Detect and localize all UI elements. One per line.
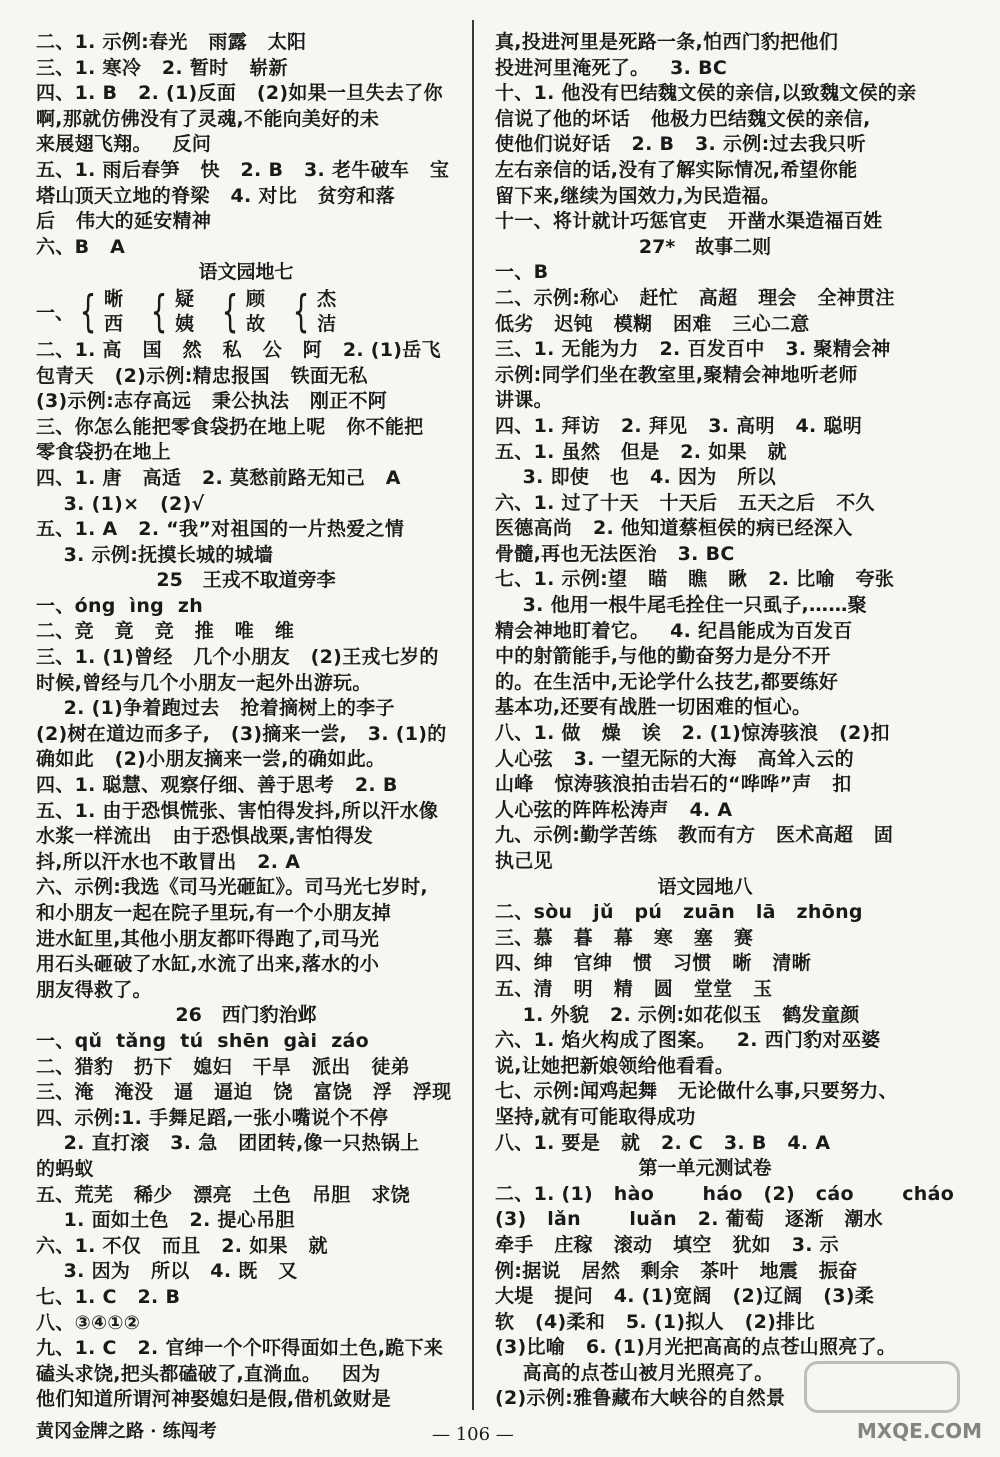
answer-line: 用石头砸破了水缸,水流了出来,落水的小: [36, 953, 380, 976]
answer-line: 七、示例:闻鸡起舞 无论做什么事,只要努力、: [495, 1080, 898, 1103]
test-heading: 第一单元测试卷: [638, 1157, 772, 1180]
lesson-heading: 25 王戎不取道旁李: [156, 569, 336, 592]
answer-line: 进水缸里,其他小朋友都吓得跑了,司马光: [36, 927, 380, 950]
answer-line: 三、淹 淹没 逼 逼迫 饶 富饶 浮 浮现: [36, 1081, 452, 1104]
answer-line: 三、1. 无能为力 2. 百发百中 3. 聚精会神: [495, 338, 891, 361]
answer-line: 医德高尚 2. 他知道蔡桓侯的病已经深入: [495, 517, 853, 540]
answer-line: 四、1. 聪慧、观察仔细、善于思考 2. B: [36, 774, 398, 797]
brace-group: [287, 287, 336, 337]
answer-line: 3. 即使 也 4. 因为 所以: [495, 466, 776, 489]
brace-icon: {: [79, 285, 97, 337]
section-heading: 语文园地七: [198, 261, 294, 284]
left-block-1: [36, 30, 456, 260]
answer-line: 1. 外貌 2. 示例:如花似玉 鹤发童颜: [495, 1003, 860, 1026]
answer-line: 五、1. 雨后春笋 快 2. B 3. 老牛破车 宝: [36, 158, 450, 181]
answer-line: 五、1. 虽然 但是 2. 如果 就: [495, 440, 787, 463]
answer-line: 留下来,继续为国效力,为民造福。: [495, 184, 781, 207]
answer-line: (2)树在道边而多子, (3)摘来一尝, 3. (1)的: [36, 722, 447, 745]
answer-line: 五、荒芜 稀少 漂亮 土色 吊胆 求饶: [36, 1183, 410, 1206]
answer-line: 投进河里淹死了。 3. BC: [495, 56, 728, 79]
answer-line: 的。在生活中,无论学什么技艺,都要练好: [495, 670, 839, 693]
brace-char: 杰: [317, 287, 337, 310]
answer-line: 2. 直打滚 3. 急 团团转,像一只热锅上: [36, 1132, 420, 1155]
left-block-3: [36, 594, 456, 1004]
answer-line: 后 伟大的延安精神: [36, 210, 212, 233]
brace-answer-row: [36, 286, 456, 338]
page-number: — 106 —: [432, 1424, 514, 1445]
answer-line: 八、1. 做 燥 诶 2. (1)惊涛骇浪 (2)扣: [495, 722, 890, 745]
answer-line: 二、1. (1) hào háo (2) cáo cháo: [495, 1182, 955, 1205]
brace-group: [74, 287, 123, 337]
answer-line: 他们知道所谓河神娶媳妇是假,借机敛财是: [36, 1388, 391, 1411]
brace-char: 故: [246, 312, 266, 335]
answer-line: 零食袋扔在地上: [36, 441, 172, 464]
answer-line: 啊,那就仿佛没有了灵魂,不能向美好的未: [36, 107, 380, 130]
answer-line: 三、慕 暮 幕 寒 塞 赛: [495, 926, 754, 949]
answer-line: 软 (4)柔和 5. (1)拟人 (2)排比: [495, 1310, 815, 1333]
answer-line: 一、B: [495, 261, 549, 284]
answer-line: 八、1. 要是 就 2. C 3. B 4. A: [495, 1131, 831, 1154]
watermark-text: MXQE.COM: [856, 1419, 982, 1443]
answer-line: 来展翅飞翔。 反问: [36, 133, 212, 156]
brace-icon: {: [150, 285, 168, 337]
brace-prefix: 一、: [36, 302, 75, 325]
answer-line: 七、1. 示例:望 瞄 瞧 瞅 2. 比喻 夸张: [495, 568, 895, 591]
answer-line: 四、绅 官绅 惯 习惯 晰 清晰: [495, 952, 812, 975]
answer-line: 抖,所以汗水也不敢冒出 2. A: [36, 850, 301, 873]
answer-line: 高高的点苍山被月光照亮了。: [495, 1361, 774, 1384]
answer-line: 人心弦 3. 一望无际的大海 高耸入云的: [495, 747, 854, 770]
answer-line: 八、③④①②: [36, 1311, 141, 1334]
right-column: [495, 30, 955, 1412]
answer-line: 一、óng ìng zh: [36, 594, 204, 617]
answer-line: 人心弦的阵阵松涛声 4. A: [495, 798, 733, 821]
answer-line: 中的射箭能手,与他的勤奋努力是分不开: [495, 645, 831, 668]
brace-group: [216, 287, 265, 337]
answer-line: 说,让她把新娘领给他看看。: [495, 1054, 735, 1077]
brace-char: 西: [104, 312, 124, 335]
answer-line: 二、1. 高 国 然 私 公 阿 2. (1)岳飞: [36, 338, 441, 361]
brace-char: 洁: [317, 312, 337, 335]
answer-line: 例:据说 居然 剩余 茶叶 地震 振奋: [495, 1259, 858, 1282]
answer-line: 一、qǔ tǎng tú shēn gài záo: [36, 1029, 370, 1052]
answer-line: 牵手 庄稼 滚动 填空 犹如 3. 示: [495, 1233, 839, 1256]
footer-series-title: 黄冈金牌之路 · 练闯考: [36, 1421, 217, 1442]
answer-line: 六、1. 过了十天 十天后 五天之后 不久: [495, 491, 875, 514]
answer-line: 五、清 明 精 圆 堂堂 玉: [495, 977, 773, 1000]
right-block-1: [495, 30, 915, 235]
brace-char: 顾: [246, 287, 266, 310]
answer-line: 三、1. 寒冷 2. 暂时 崭新: [36, 56, 288, 79]
left-block-2: [36, 338, 456, 568]
answer-line: 2. (1)争着跑过去 抢着摘树上的李子: [36, 697, 395, 720]
answer-line: 3. 他用一根牛尾毛拴住一只虱子,……聚: [495, 594, 867, 617]
answer-line: 七、1. C 2. B: [36, 1285, 181, 1308]
answer-line: (3)比喻 6. (1)月光把高高的点苍山照亮了。: [495, 1336, 897, 1359]
answer-line: 和小朋友一起在院子里玩,有一个小朋友掉: [36, 902, 391, 924]
answer-line: 3. 因为 所以 4. 既 又: [36, 1260, 298, 1283]
answer-line: 3. (1)× (2)√: [36, 492, 205, 515]
answer-line: 执己见: [495, 850, 553, 872]
answer-line: 的蚂蚁: [36, 1157, 94, 1180]
brace-char: 疑: [175, 287, 195, 310]
answer-line: 五、1. 由于恐惧慌张、害怕得发抖,所以汗水像: [36, 799, 439, 822]
answer-line: 确如此 (2)小朋友摘来一尝,的确如此。: [36, 748, 386, 771]
answer-line: (3) lǎn luǎn 2. 葡萄 逐渐 潮水: [495, 1208, 883, 1231]
brace-icon: {: [292, 285, 310, 337]
brace-char: 晰: [104, 287, 124, 310]
brace-icon: {: [221, 285, 239, 337]
answer-line: (2)示例:雅鲁藏布大峡谷的自然景: [495, 1387, 786, 1410]
answer-line: 二、示例:称心 赶忙 高超 理会 全神贯注: [495, 286, 895, 309]
answer-line: 山峰 惊涛骇浪拍击岩石的“哗哗”声 扣: [495, 773, 852, 796]
lesson-heading: 27* 故事二则: [638, 235, 772, 258]
column-divider: [472, 20, 474, 1410]
answer-line: 四、1. 唐 高适 2. 莫愁前路无知己 A: [36, 466, 401, 489]
answer-line: 包青天 (2)示例:精忠报国 铁面无私: [36, 364, 368, 387]
answer-line: 时候,曾经与几个小朋友一起外出游玩。: [36, 671, 372, 694]
answer-line: 坚持,就有可能取得成功: [495, 1105, 696, 1128]
answer-line: 三、你怎么能把零食袋扔在地上呢 你不能把: [36, 415, 424, 438]
answer-line: 二、sòu jǔ pú zuān lā zhōng: [495, 901, 863, 924]
answer-line: 九、1. C 2. 官绅一个个吓得面如土色,跪下来: [36, 1337, 444, 1360]
left-column: [36, 30, 456, 1413]
answer-line: 四、1. B 2. (1)反面 (2)如果一旦失去了你: [36, 82, 443, 105]
answer-line: 四、示例:1. 手舞足蹈,一张小嘴说个不停: [36, 1106, 389, 1129]
answer-line: 九、示例:勤学苦练 教而有方 医术高超 固: [495, 824, 894, 847]
watermark-logo-icon: [804, 1361, 960, 1413]
right-block-3: [495, 900, 915, 1156]
answer-line: (3)示例:志存高远 秉公执法 刚正不阿: [36, 390, 388, 413]
answer-line: 二、1. 示例:春光 雨露 太阳: [36, 31, 307, 53]
section-heading: 语文园地八: [657, 875, 753, 898]
answer-line: 骨髓,再也无法医治 3. BC: [495, 542, 735, 565]
answer-line: 五、1. A 2. “我”对祖国的一片热爱之情: [36, 518, 405, 541]
brace-char: 姨: [175, 312, 195, 335]
answer-line: 真,投进河里是死路一条,怕西门豹把他们: [495, 31, 839, 53]
left-block-4: [36, 1029, 456, 1413]
brace-group: [145, 287, 194, 337]
answer-line: 使他们说好话 2. B 3. 示例:过去我只听: [495, 133, 866, 156]
answer-line: 十、1. 他没有巴结魏文侯的亲信,以致魏文侯的亲: [495, 82, 917, 105]
answer-line: 四、1. 拜访 2. 拜见 3. 高明 4. 聪明: [495, 414, 863, 437]
answer-line: 基本功,还要有战胜一切困难的恒心。: [495, 696, 812, 719]
answer-line: 二、竞 竟 竞 推 唯 维: [36, 620, 295, 643]
answer-line: 塔山顶天立地的脊梁 4. 对比 贫穷和落: [36, 184, 395, 207]
answer-line: 六、示例:我选《司马光砸缸》。司马光七岁时,: [36, 876, 428, 899]
answer-line: 二、猎豹 扔下 媳妇 干旱 派出 徒弟: [36, 1055, 410, 1078]
right-block-2: [495, 260, 915, 874]
answer-line: 十一、将计就计巧惩官吏 开凿水渠造福百姓: [495, 210, 883, 233]
answer-line: 3. 示例:抚摸长城的城墙: [36, 543, 274, 566]
answer-line: 示例:同学们坐在教室里,聚精会神地听老师: [495, 363, 858, 386]
answer-line: 水浆一样流出 由于恐惧战栗,害怕得发: [36, 825, 374, 848]
answer-line: 大堤 提问 4. (1)宽阔 (2)辽阔 (3)柔: [495, 1285, 875, 1308]
answer-line: 六、1. 焰火构成了图案。 2. 西门豹对巫婆: [495, 1029, 881, 1052]
lesson-heading: 26 西门豹治邺: [175, 1004, 317, 1027]
answer-line: 精会神地盯着它。 4. 纪昌能成为百发百: [495, 619, 853, 642]
answer-line: 低劣 迟钝 模糊 困难 三心二意: [495, 312, 810, 335]
answer-line: 1. 面如土色 2. 提心吊胆: [36, 1209, 295, 1232]
answer-line: 磕头求饶,把头都磕破了,直淌血。 因为: [36, 1362, 381, 1385]
answer-line: 左右亲信的话,没有了解实际情况,希望你能: [495, 158, 858, 181]
answer-line: 六、B A: [36, 235, 126, 258]
answer-line: 信说了他的坏话 他极力巴结魏文侯的亲信,: [495, 107, 871, 130]
answer-line: 六、1. 不仅 而且 2. 如果 就: [36, 1234, 328, 1257]
answer-line: 讲课。: [495, 389, 553, 412]
answer-line: 三、1. (1)曾经 几个小朋友 (2)王戎七岁的: [36, 646, 439, 669]
answer-line: 朋友得救了。: [36, 978, 152, 1001]
